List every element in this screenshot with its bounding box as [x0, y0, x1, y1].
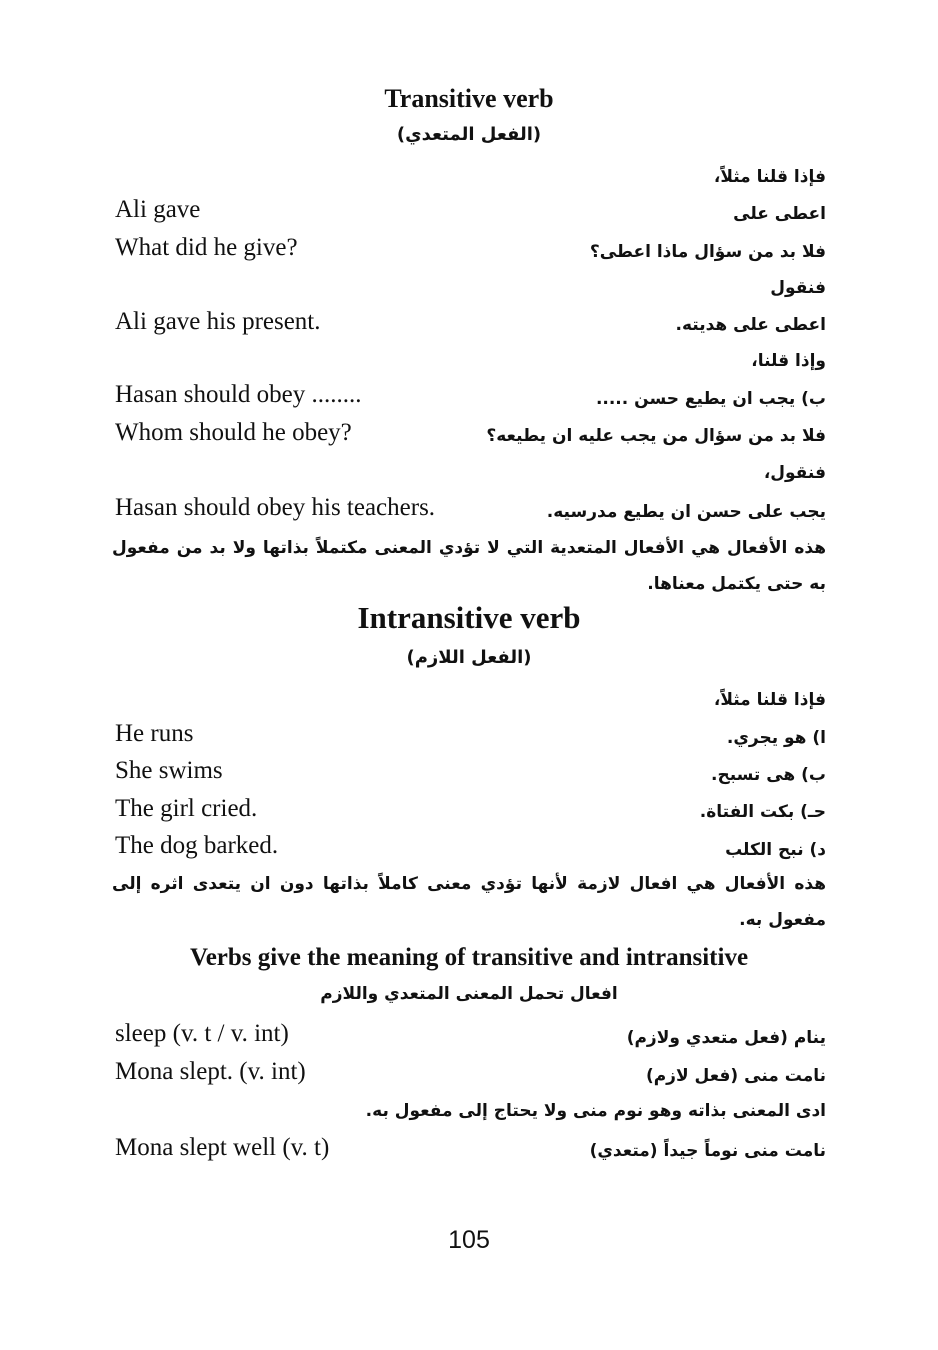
example-english: Whom should he obey?: [115, 419, 352, 446]
explanation-line: ادى المعنى بذاته وهو نوم منى ولا يحتاج إلى مفعول به.: [365, 1101, 826, 1121]
example-arabic: ب) هى تسبح.: [710, 765, 826, 785]
example-english: What did he give?: [115, 234, 298, 261]
example-english: Hasan should obey his teachers.: [115, 494, 436, 521]
example-english: She swims: [115, 757, 223, 784]
explanation-paragraph: هذه الأفعال هي الأفعال المتعدية التي لا تؤدي المعنى مكتملاً بذاتها ولا بد من مفعول به حتى يكتمل معناها.: [112, 538, 826, 594]
example-english: Mona slept well (v. t): [115, 1134, 330, 1161]
example-arabic: فلا بد من سؤال من يجب عليه ان يطيعه؟: [486, 426, 826, 446]
example-english: Hasan should obey ........: [115, 381, 362, 408]
intro-arabic: فإذا قلنا مثلاً،: [713, 690, 826, 710]
example-arabic: فنقول،: [763, 463, 826, 483]
example-english: The dog barked.: [115, 832, 279, 859]
example-arabic: حـ) بكت الفتاة.: [699, 802, 826, 822]
example-arabic: فلا بد من سؤال ماذا اعطى؟: [589, 242, 826, 262]
example-english: Ali gave his present.: [115, 308, 321, 335]
example-arabic: اعطى على هديته.: [675, 315, 826, 335]
section-title-intransitive-arabic: (الفعل اللازم): [406, 647, 532, 668]
example-arabic: نامت منى نوماً جيداً (متعدي): [589, 1141, 826, 1161]
example-english: Mona slept. (v. int): [115, 1058, 306, 1085]
section-title-both-arabic: افعال تحمل المعنى المتعدي واللازم: [320, 984, 618, 1004]
intro-arabic: فإذا قلنا مثلاً،: [713, 167, 826, 187]
example-english: Ali gave: [115, 196, 201, 223]
explanation-paragraph: هذه الأفعال هي افعال لازمة لأنها تؤدي معنى كاملاً بذاتها دون ان يتعدى اثره إلى مفعول به.: [112, 874, 826, 930]
page-number: 105: [448, 1226, 490, 1254]
example-arabic: ينام (فعل متعدي ولازم): [626, 1028, 826, 1048]
example-arabic: يجب على حسن ان يطيع مدرسيه.: [546, 502, 826, 522]
section-title-transitive-arabic: (الفعل المتعدي): [396, 124, 542, 145]
example-arabic: ا) هو يجري.: [726, 728, 826, 748]
example-arabic: اعطى على: [733, 204, 826, 224]
example-english: sleep (v. t / v. int): [115, 1020, 289, 1047]
example-arabic: نامت منى (فعل لازم): [645, 1066, 826, 1086]
example-english: The girl cried.: [115, 795, 258, 822]
section-title-both: Verbs give the meaning of transitive and intransitive: [189, 944, 749, 971]
example-english: He runs: [115, 720, 194, 747]
example-arabic: وإذا قلنا،: [751, 351, 826, 371]
section-title-intransitive: Intransitive verb: [357, 600, 581, 635]
example-arabic: فنقول: [770, 278, 826, 298]
example-arabic: د) نبح الكلب: [725, 840, 826, 860]
example-arabic: ب) يجب ان يطيع حسن .....: [595, 389, 826, 409]
section-title-transitive: Transitive verb: [384, 84, 554, 113]
